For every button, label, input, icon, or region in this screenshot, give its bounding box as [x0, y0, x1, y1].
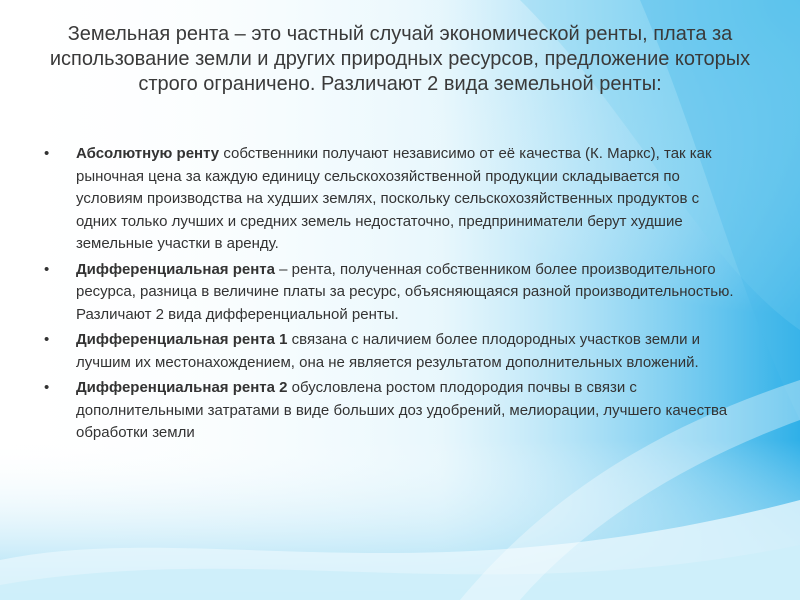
- bullet-term: Абсолютную ренту: [76, 145, 220, 162]
- bullet-item-differential-rent: [44, 259, 744, 327]
- bullet-item-differential-rent-1: [44, 329, 744, 374]
- bullet-term: Дифференциальная рента: [76, 260, 275, 278]
- bullet-dot: •: [44, 379, 50, 396]
- bullet-item-differential-rent-2: [44, 377, 744, 445]
- bullet-term: Дифференциальная рента 1: [76, 331, 288, 348]
- bullet-list: [44, 143, 744, 448]
- bullet-text: связана с наличием более плодородных участков земли и лучшим их местонахождением, она не является результатом дополнительных вложений.: [76, 331, 701, 371]
- bullet-dot: •: [44, 331, 50, 348]
- bullet-dot: •: [44, 145, 50, 162]
- bullet-term: Дифференциальная рента 2: [76, 379, 288, 396]
- bullet-text: обусловлена ростом плодородия почвы в связи с дополнительными затратами в виде больших доз удобрений, мелиорации, лучшего качества обработки земли: [76, 379, 728, 441]
- bullet-dot: •: [44, 260, 50, 278]
- bullet-text: – рента, полученная собственником более производительного ресурса, разница в величине платы за ресурс, объясняющаяся разной производительностью. Различают 2 вида дифференциальной ренты.: [76, 260, 734, 323]
- bullet-item-absolute-rent: [44, 143, 744, 256]
- slide-title: Земельная рента – это частный случай экономической ренты, плата за использование земли и других природных ресурсов, предложение которых строго ограничено. Различают 2 вида земельной ренты:: [49, 23, 751, 95]
- bullet-text: собственники получают независимо от её качества (К. Маркс), так как рыночная цена за каждую единицу сельскохозяйственной продукции складывается по условиям производства на худших землях, поскольку сельскохозяйственных продуктов с одних только лучших и средних земель недостаточно, предприниматели берут худшие земельные участки в аренду.: [76, 145, 712, 252]
